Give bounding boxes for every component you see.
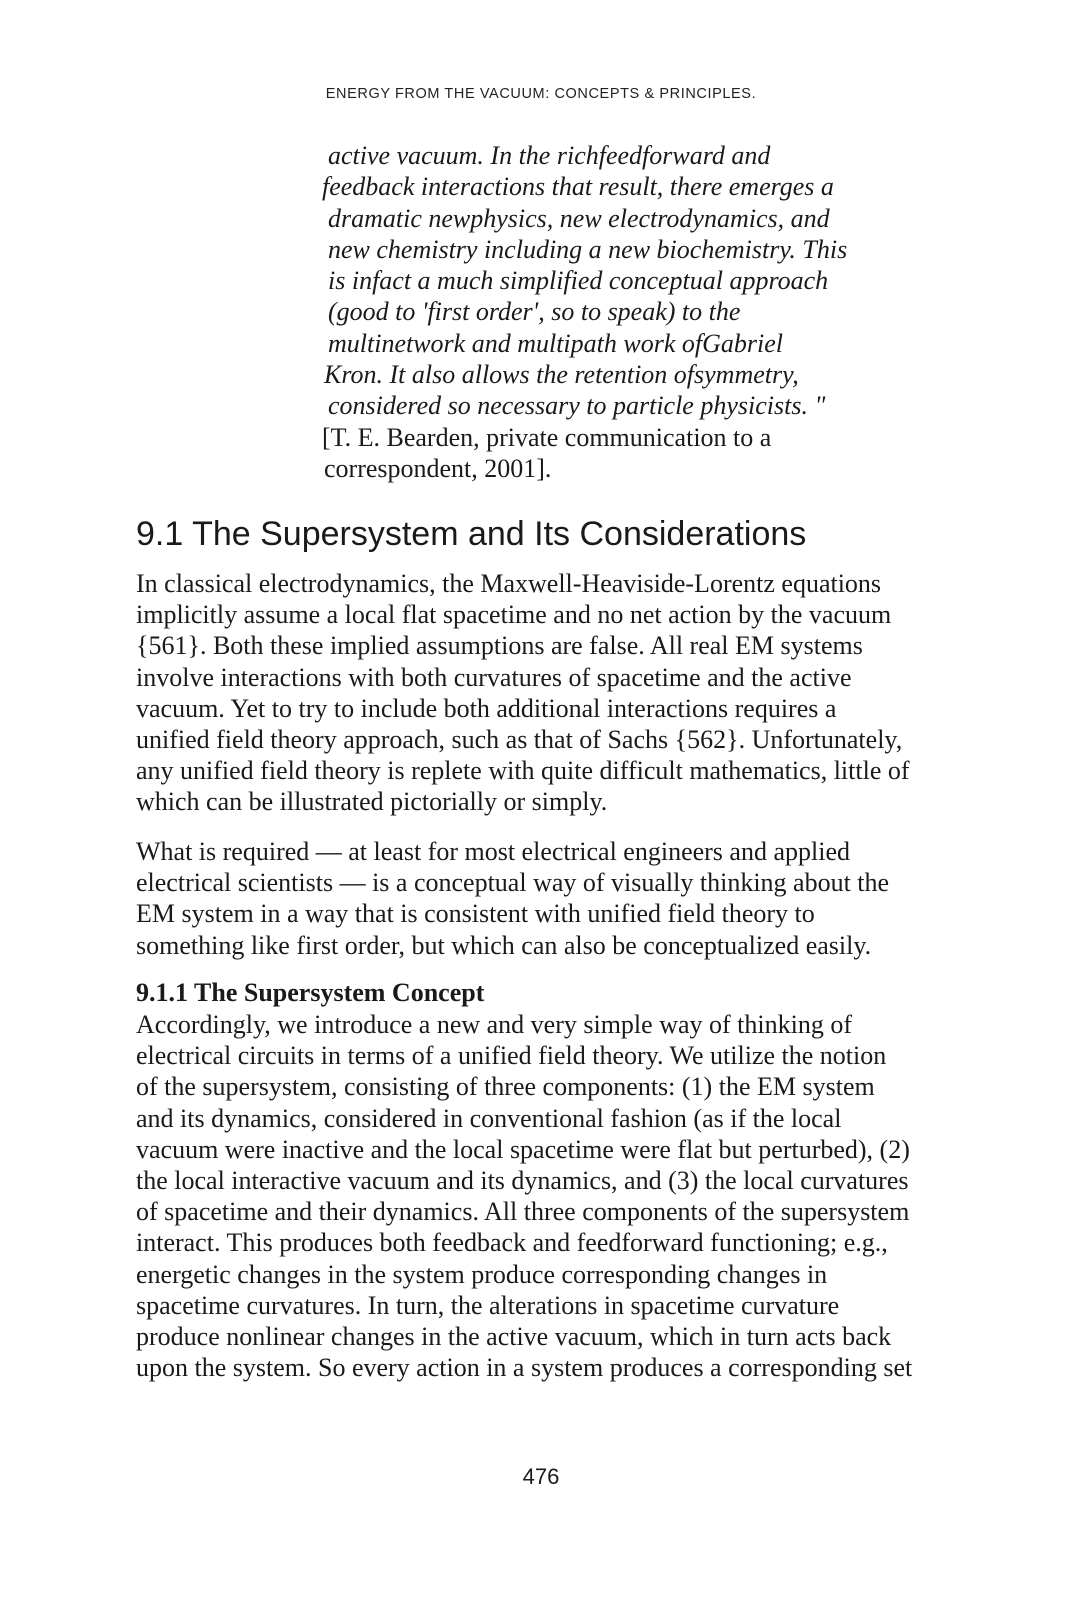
quote-source: [T. E. Bearden, private communication to a — [322, 422, 772, 452]
quote-line: is infact a much simplified conceptual approach — [328, 266, 829, 296]
quote-line: multinetwork and multipath work ofGabriel — [328, 328, 783, 358]
paragraph — [136, 568, 976, 818]
block-quote — [322, 140, 928, 484]
text-line: electrical scientists — is a conceptual way of visually thinking about the — [136, 868, 890, 898]
page-number: 476 — [522, 1464, 560, 1489]
text-line: involve interactions with both curvatures of spacetime and the active — [136, 662, 852, 692]
quote-line: (good to 'first order', so to speak) to the — [328, 297, 741, 327]
paragraph — [136, 836, 976, 961]
text-line: and its dynamics, considered in conventional fashion (as if the local — [136, 1103, 842, 1133]
text-line: upon the system. So every action in a system produces a corresponding set — [136, 1353, 913, 1383]
quote-line: active vacuum. In the richfeedforward and — [328, 141, 771, 170]
text-line: electrical circuits in terms of a unified field theory. We utilize the notion — [136, 1041, 887, 1071]
text-line: of the supersystem, consisting of three components: (1) the EM system — [136, 1072, 875, 1102]
text-line: What is required — at least for most electrical engineers and applied — [136, 837, 850, 866]
quote-line: new chemistry including a new biochemistry. This — [328, 234, 848, 264]
text-line: unified field theory approach, such as that of Sachs {562}. Unfortunately, — [136, 725, 903, 755]
quote-line: Kron. It also allows the retention ofsymmetry, — [324, 360, 799, 390]
text-line: vacuum. Yet to try to include both additional interactions requires a — [136, 693, 837, 723]
text-line: energetic changes in the system produce corresponding changes in — [136, 1259, 828, 1289]
text-line: produce nonlinear changes in the active vacuum, which in turn acts back — [136, 1322, 892, 1352]
quote-line: dramatic newphysics, new electrodynamics, and — [328, 203, 830, 233]
quote-line: considered so necessary to particle physicists. " — [328, 391, 826, 421]
text-line: In classical electrodynamics, the Maxwell-Heaviside-Lorentz equations — [136, 569, 882, 598]
text-line: the local interactive vacuum and its dynamics, and (3) the local curvatures — [136, 1166, 909, 1196]
section-title: 9.1 The Supersystem and Its Considerations — [136, 515, 807, 553]
text-line: which can be illustrated pictorially or simply. — [136, 787, 608, 817]
text-line: EM system in a way that is consistent with unified field theory to — [136, 899, 815, 929]
text-line: implicitly assume a local flat spacetime and no net action by the vacuum — [136, 600, 892, 630]
text-line: any unified field theory is replete with quite difficult mathematics, little of — [136, 756, 910, 786]
text-line: spacetime curvatures. In turn, the alterations in spacetime curvature — [136, 1290, 840, 1320]
text-line: {561}. Both these implied assumptions are false. All real EM systems — [136, 631, 863, 661]
subsection-title: 9.1.1 The Supersystem Concept — [136, 978, 485, 1007]
text-line: something like first order, but which can also be conceptualized easily. — [136, 930, 872, 960]
text-line: interact. This produces both feedback and feedforward functioning; e.g., — [136, 1228, 888, 1258]
running-head: ENERGY FROM THE VACUUM: CONCEPTS & PRINCIPLES. — [325, 86, 757, 102]
quote-line: feedback interactions that result, there emerges a — [322, 172, 834, 202]
paragraph — [136, 1009, 976, 1383]
text-line: of spacetime and their dynamics. All three components of the supersystem — [136, 1197, 910, 1227]
text-line: vacuum were inactive and the local spacetime were flat but perturbed), (2) — [136, 1134, 910, 1164]
quote-source: correspondent, 2001]. — [324, 453, 552, 483]
text-line: Accordingly, we introduce a new and very simple way of thinking of — [136, 1010, 853, 1039]
